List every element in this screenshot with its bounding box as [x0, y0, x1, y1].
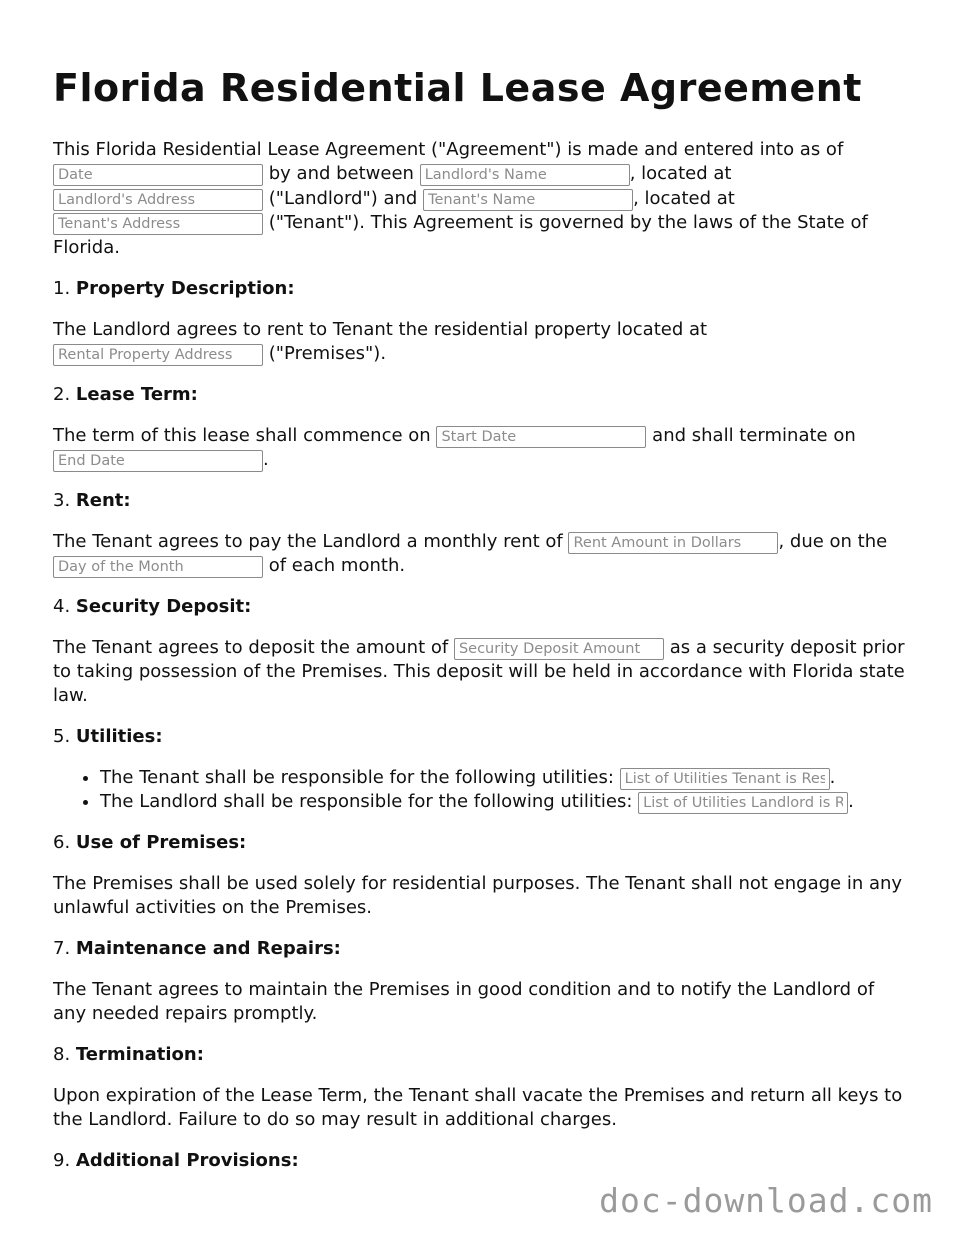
intro-text: , located at [629, 163, 732, 185]
section-number: 7. [53, 938, 71, 960]
tenant-name-field[interactable] [423, 189, 633, 211]
paragraph-text: , due on the [778, 531, 888, 553]
property-paragraph [53, 318, 908, 366]
section-number: 3. [53, 490, 71, 512]
end-date-field[interactable] [53, 450, 263, 472]
section-title: Additional Provisions: [75, 1150, 299, 1172]
security-deposit-field[interactable] [454, 638, 664, 660]
page-title: Florida Residential Lease Agreement [53, 66, 862, 110]
section-heading-lease-term [53, 383, 908, 407]
section-number: 8. [53, 1044, 71, 1066]
section-title: Rent: [75, 490, 131, 512]
list-item-text: The Tenant shall be responsible for the following utilities: [100, 767, 614, 789]
section-title: Property Description: [75, 278, 295, 300]
list-item-text: . [829, 767, 836, 789]
security-deposit-paragraph [53, 636, 908, 708]
start-date-field[interactable] [436, 426, 646, 448]
rental-property-address-field[interactable] [53, 344, 263, 366]
utilities-list [53, 766, 908, 814]
section-title: Utilities: [75, 726, 163, 748]
section-number: 6. [53, 832, 71, 854]
paragraph-text: The Tenant agrees to pay the Landlord a monthly rent of [53, 531, 563, 553]
watermark: doc-download.com [599, 1181, 933, 1220]
section-title: Use of Premises: [75, 832, 247, 854]
section-heading-security-deposit [53, 595, 908, 619]
section-title: Maintenance and Repairs: [75, 938, 341, 960]
paragraph-text: The term of this lease shall commence on [53, 425, 431, 447]
section-number: 4. [53, 596, 71, 618]
list-item-text: The Landlord shall be responsible for the following utilities: [100, 791, 633, 813]
termination-paragraph: Upon expiration of the Lease Term, the Tenant shall vacate the Premises and return all keys to the Landlord. Failure to do so may result in additional charges. [53, 1085, 903, 1131]
section-heading-termination [53, 1043, 908, 1067]
landlord-name-field[interactable] [420, 164, 630, 186]
section-number: 2. [53, 384, 71, 406]
use-of-premises-paragraph: The Premises shall be used solely for residential purposes. The Tenant shall not engage in any unlawful activities on the Premises. [53, 873, 903, 919]
section-heading-utilities [53, 725, 908, 749]
paragraph-text: of each month. [268, 555, 406, 577]
date-field[interactable] [53, 164, 263, 186]
paragraph-text: as a security deposit prior to taking possession of the Premises. This deposit will be held in accordance with Florida state law. [53, 637, 905, 707]
tenant-utilities-field[interactable] [620, 768, 830, 790]
section-title: Lease Term: [75, 384, 198, 406]
list-item [100, 790, 908, 814]
paragraph-text: . [263, 449, 269, 471]
paragraph-text: The Tenant agrees to deposit the amount of [53, 637, 449, 659]
intro-paragraph [53, 138, 908, 260]
intro-text: ("Tenant"). This Agreement is governed by the laws of the State of Florida. [53, 212, 868, 258]
tenant-address-field[interactable] [53, 213, 263, 235]
rent-paragraph [53, 530, 908, 578]
landlord-address-field[interactable] [53, 189, 263, 211]
intro-text: , located at [633, 187, 735, 209]
section-heading-use-of-premises [53, 831, 908, 855]
paragraph-text: ("Premises"). [268, 343, 387, 365]
paragraph-text: The Landlord agrees to rent to Tenant the residential property located at [53, 319, 708, 341]
section-heading-property [53, 277, 908, 301]
section-number: 5. [53, 726, 71, 748]
section-heading-maintenance [53, 937, 908, 961]
intro-text: ("Landlord") and [268, 187, 418, 209]
section-title: Security Deposit: [75, 596, 252, 618]
maintenance-paragraph: The Tenant agrees to maintain the Premises in good condition and to notify the Landlord of any needed repairs promptly. [53, 979, 875, 1025]
section-heading-additional-provisions [53, 1149, 908, 1173]
list-item-text: . [848, 791, 854, 813]
rent-day-field[interactable] [53, 556, 263, 578]
document-body [53, 138, 908, 1190]
landlord-utilities-field[interactable] [638, 792, 848, 814]
paragraph-text: and shall terminate on [652, 425, 856, 447]
section-heading-rent [53, 489, 908, 513]
lease-term-paragraph [53, 424, 908, 472]
section-number: 9. [53, 1150, 71, 1172]
intro-text: This Florida Residential Lease Agreement ("Agreement") is made and entered into as of [53, 139, 844, 160]
section-number: 1. [53, 278, 71, 300]
section-title: Termination: [75, 1044, 204, 1066]
intro-text: by and between [268, 163, 414, 185]
rent-amount-field[interactable] [568, 532, 778, 554]
list-item [100, 766, 908, 790]
